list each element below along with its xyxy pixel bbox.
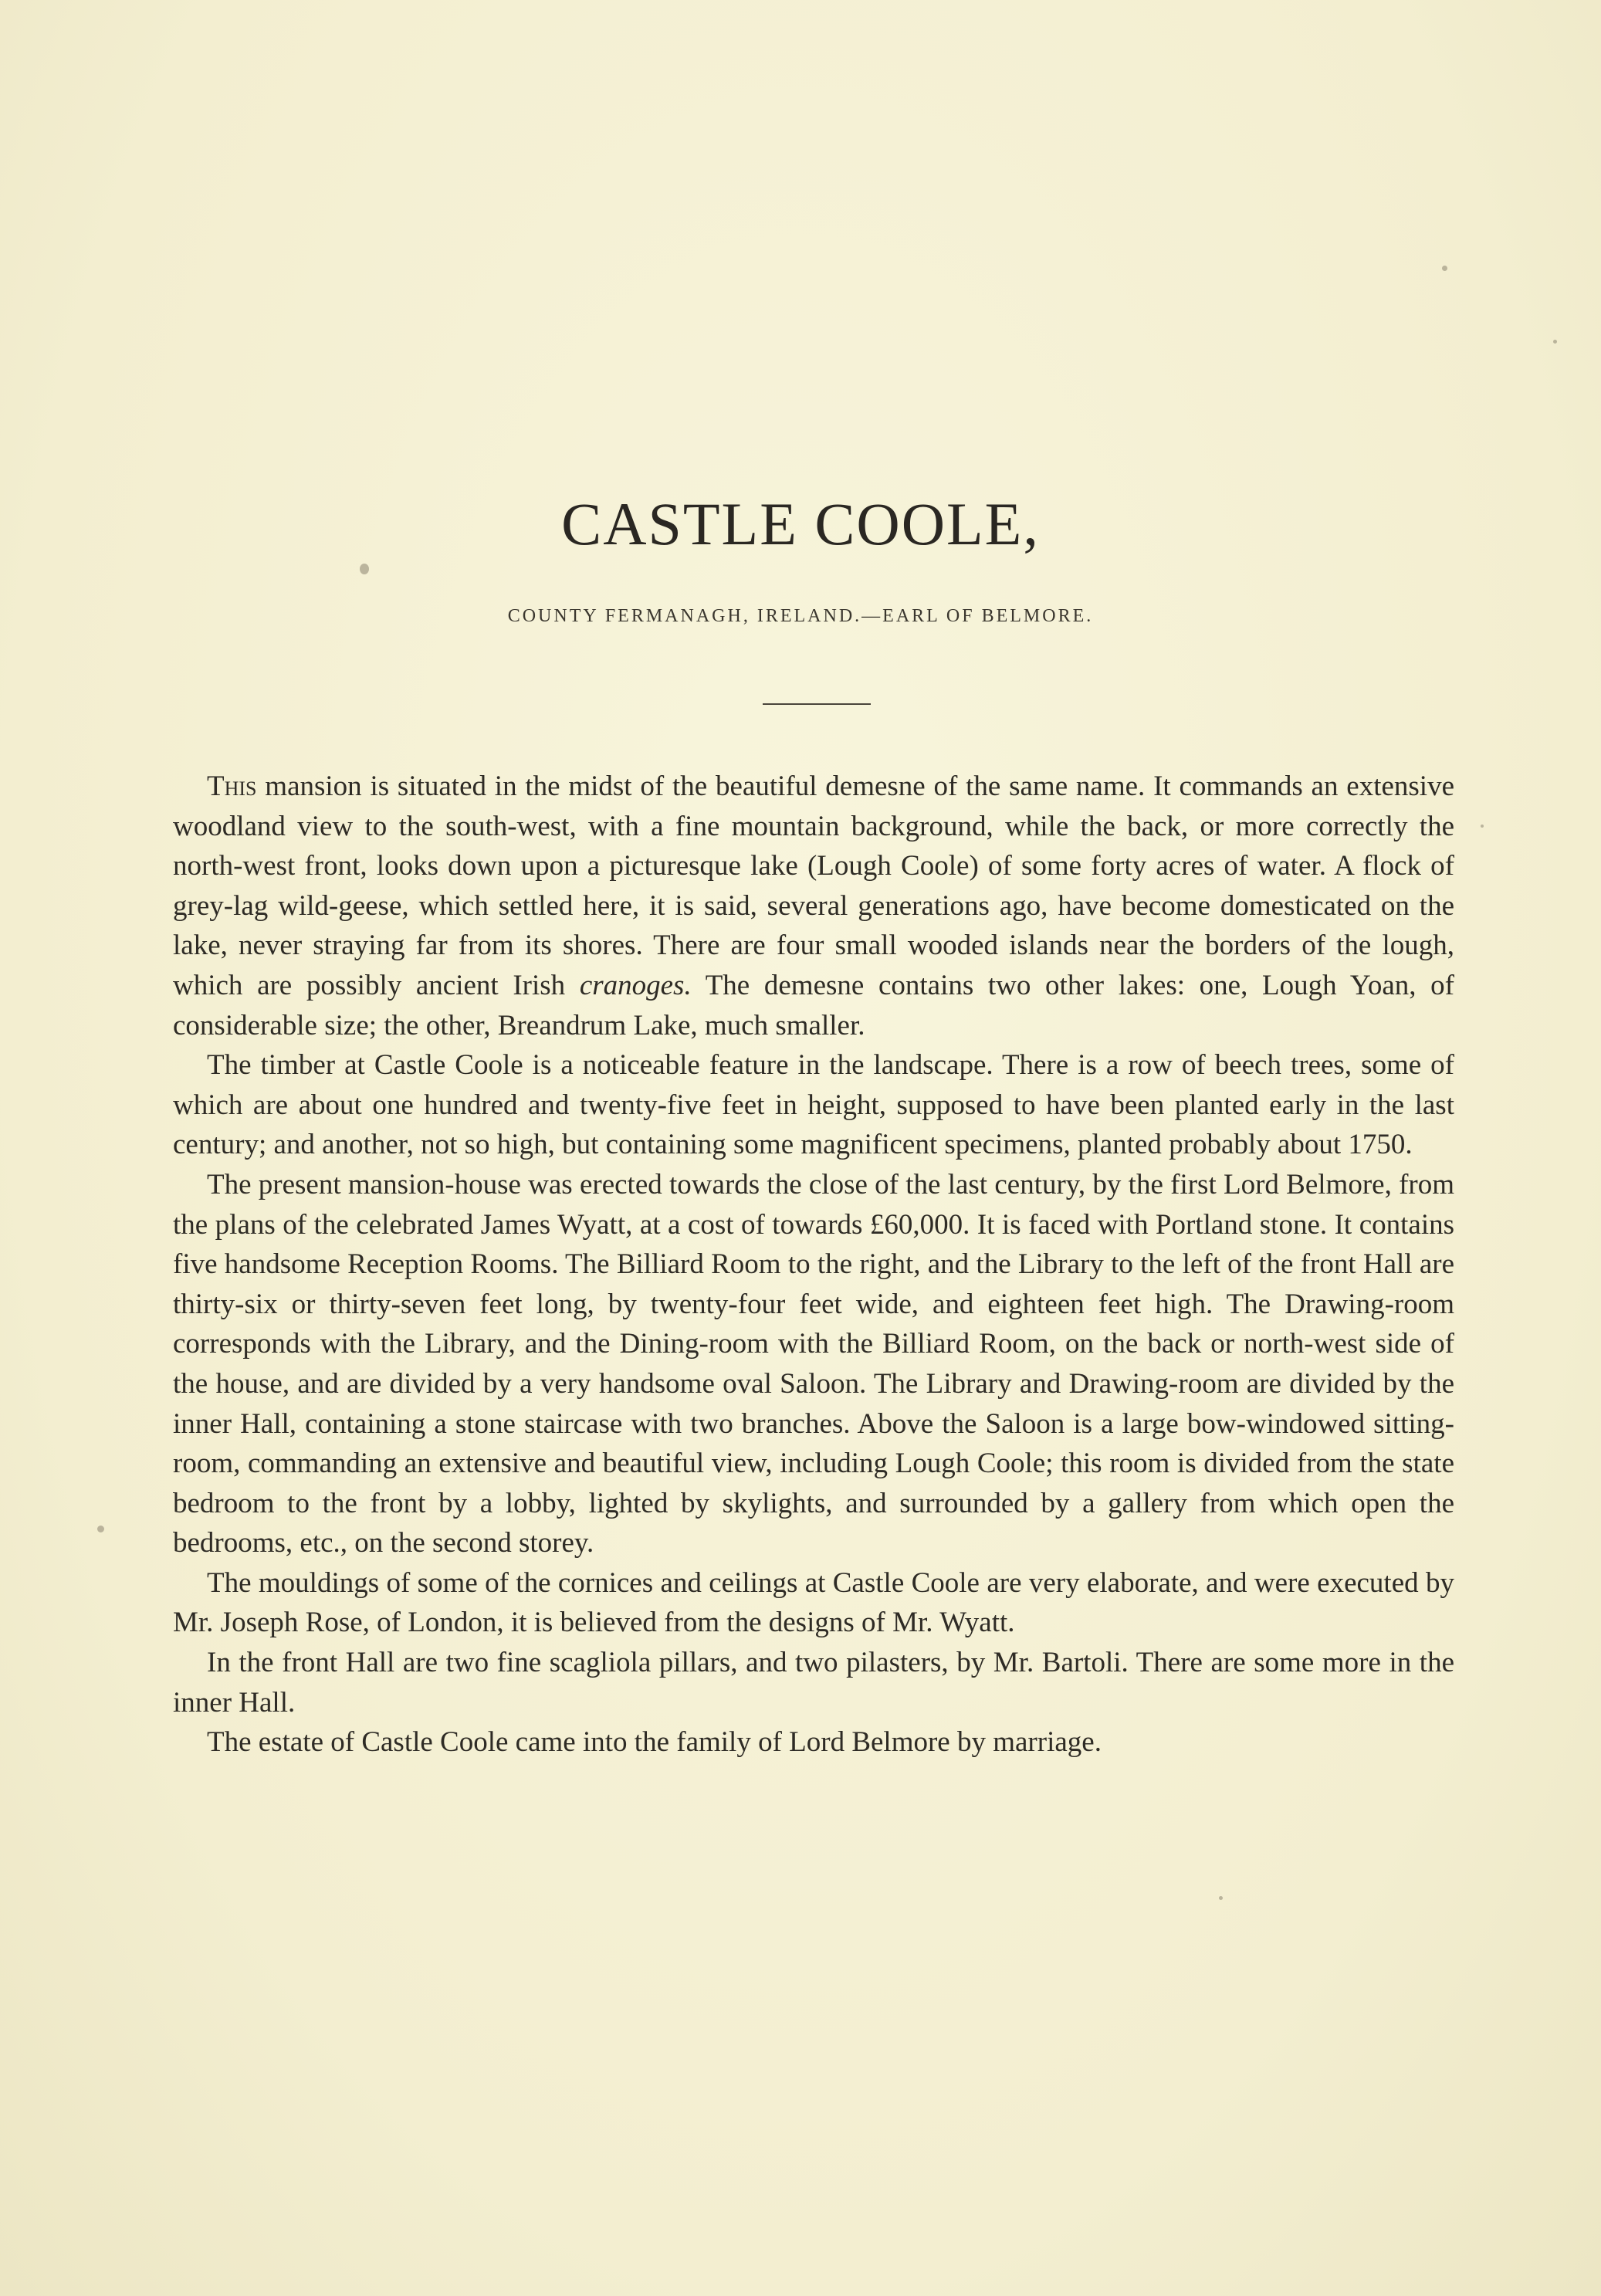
paragraph-1-text-b: The demesne contains two other lakes: one, Lough Yoan, of considerable size; the other, Breandrum Lake, much smaller. [173,969,1454,1041]
title-divider [763,703,871,705]
paragraph-1-text-a: mansion is situated in the midst of the beautiful demesne of the same name. It commands an extensive woodland view to the south-west, with a fine mountain background, while the back, or more correctly the north-west front, looks down upon a picturesque lake (Lough Coole) of some forty acres of water. A flock of grey-lag wild-geese, which settled here, it is said, several generations ago, have become domesticated on the lake, never straying far from its shores. There are four small wooded islands near the borders of the lough, which are possibly ancient Irish [173,770,1454,1001]
paragraph-3: The present mansion-house was erected towards the close of the last century, by the first Lord Belmore, from the plans of the celebrated James Wyatt, at a cost of towards £60,000. It is faced with Portland stone. It contains five handsome Reception Rooms. The Billiard Room to the right, and the Library to the left of the front Hall are thirty-six or thirty-seven feet long, by twenty-four feet wide, and eighteen feet high. The Drawing-room corresponds with the Library, and the Dining-room with the Billiard Room, on the back or north-west side of the house, and are divided by a very handsome oval Saloon. The Library and Drawing-room are divided by the inner Hall, containing a stone staircase with two branches. Above the Saloon is a large bow-windowed sitting-room, commanding an extensive and beautiful view, including Lough Coole; this room is divided from the state bedroom to the front by a lobby, lighted by skylights, and surrounded by a gallery from which open the bedrooms, etc., on the second storey. [173,1168,1454,1559]
paragraph-1 [173,767,1454,1045]
paper-speck [1553,340,1557,344]
paragraph-5: In the front Hall are two fine scagliola pillars, and two pilasters, by Mr. Bartoli. There are some more in the inner Hall. [173,1647,1454,1719]
paragraph-2: The timber at Castle Coole is a noticeable feature in the landscape. There is a row of beech trees, some of which are about one hundred and twenty-five feet in height, supposed to have been planted early in the last century; and another, not so high, but containing some magnificent specimens, planted probably about 1750. [173,1049,1454,1161]
article-body [173,767,1454,1763]
page-subtitle: COUNTY FERMANAGH, IRELAND.—EARL OF BELMORE. [507,606,1094,626]
paper-speck [1219,1896,1223,1900]
paragraph-4: The mouldings of some of the cornices and ceilings at Castle Coole are very elaborate, and were executed by Mr. Joseph Rose, of London, it is believed from the designs of Mr. Wyatt. [173,1566,1454,1639]
paragraph-1-lead: This [207,770,257,802]
paper-speck [360,564,369,574]
paper-speck [1442,266,1447,271]
paper-speck [1481,825,1484,828]
page-title: CASTLE COOLE, [561,490,1040,557]
paper-speck [97,1526,104,1532]
paragraph-1-italic: cranoges. [579,969,692,1001]
paragraph-6: The estate of Castle Coole came into the family of Lord Belmore by marriage. [207,1726,1102,1759]
